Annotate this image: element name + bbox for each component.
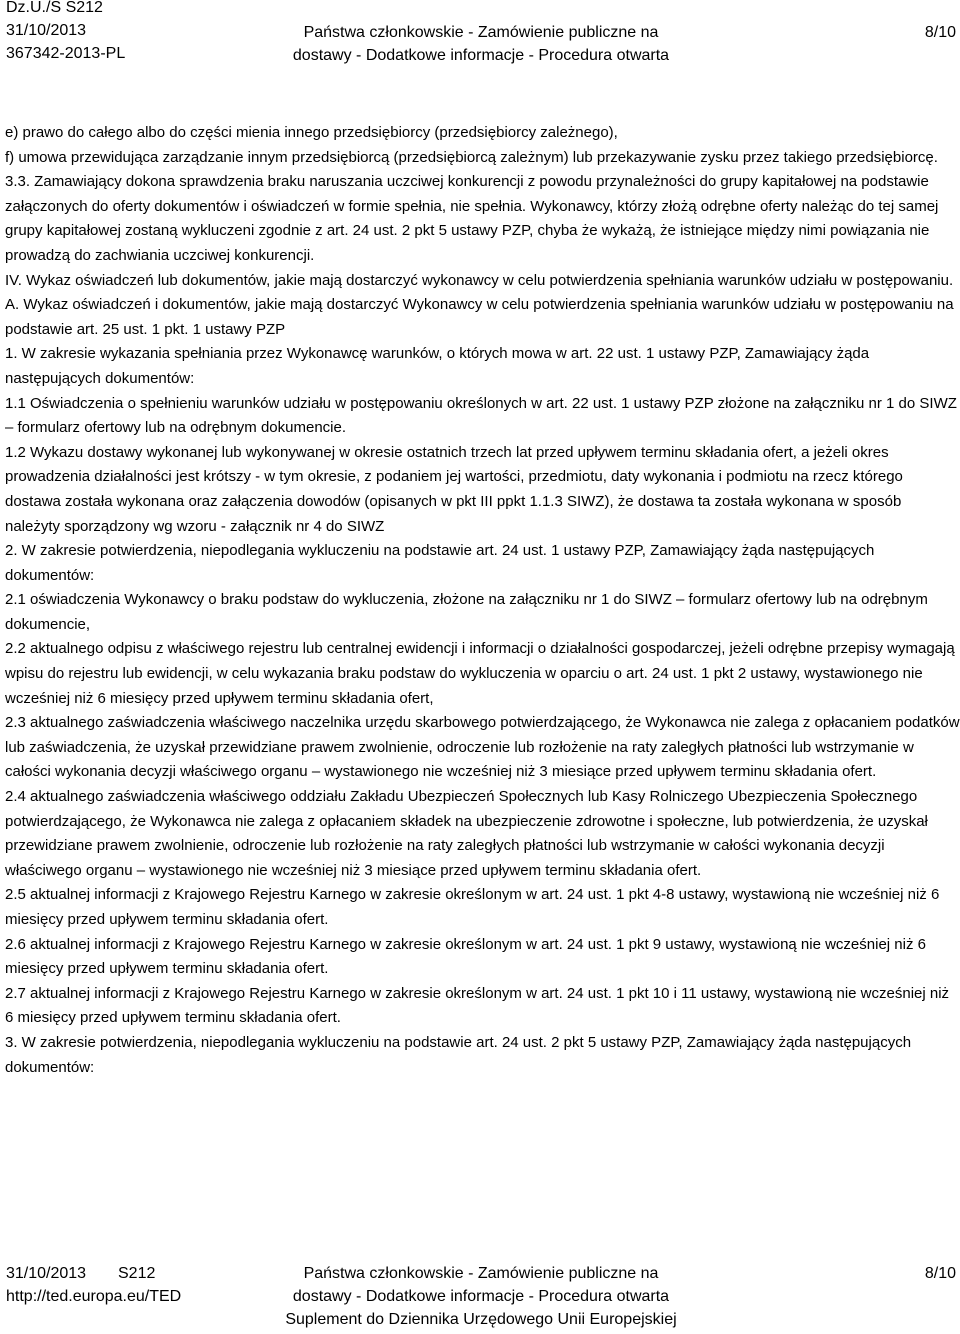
footer-date: 31/10/2013 [6, 1265, 87, 1282]
footer-title-block [6, 1262, 956, 1331]
item-1-2: 1.2 Wykazu dostawy wykonanej lub wykonywanej w okresie ostatnich trzech lat przed upływem terminu składania ofert, a jeżeli okres prowadzenia działalności jest krótszy - w tym okresie, z podaniem jej wartości, przedmiotu, daty wykonania i podmiotu na rzecz którego dostawa została wykonana oraz załączenia dowodów (opisanych w pkt III ppkt 1.1.3 SIWZ), że dostawa ta została wykonana w sposób należyty sporządzony wg wzoru - załącznik nr 4 do SIWZ [5, 443, 903, 535]
header-title-block [6, 21, 956, 67]
footer-page-number: 8/10 [924, 1265, 956, 1282]
item-3: 3. W zakresie potwierdzenia, niepodlegania wykluczeniu na podstawie art. 24 ust. 2 pkt 5 ustawy PZP, Zamawiający żąda następujących dokumentów: [5, 1033, 912, 1076]
item-2-5: 2.5 aktualnej informacji z Krajowego Rejestru Karnego w zakresie określonym w art. 24 ust. 1 pkt 4-8 ustawy, wystawioną nie wcześniej niż 6 miesięcy przed upływem terminu składania ofert. [5, 886, 940, 928]
header-title-line-1: Państwa członkowskie - Zamówienie publiczne na [303, 24, 659, 41]
paragraph-3-3: 3.3. Zamawiający dokona sprawdzenia braku naruszania uczciwej konkurencji z powodu przynależności do grupy kapitałowej na podstawie załączonych do oferty dokumentów i oświadczeń w formie spełnia, nie spełnia. Wykonawcy, którzy złożą odrębne oferty należąc do tej samej grupy kapitałowej zostaną wykluczeni zgodnie z art. 24 ust. 2 pkt 5 ustawy PZP, chyba że wykażą, że istniejące między nimi powiązania nie prowadzą do zachwiania uczciwej konkurencji. [5, 173, 939, 264]
paragraph-f: f) umowa przewidująca zarządzanie innym przedsiębiorcą (przedsiębiorcą zależnym) lub przekazywanie zysku przez takiego przedsiębiorcę. [5, 148, 938, 166]
item-1: 1. W zakresie wykazania spełniania przez Wykonawcę warunków, o których mowa w art. 22 ust. 1 ustawy PZP, Zamawiający żąda następujących dokumentów: [5, 345, 870, 387]
item-2-2: 2.2 aktualnego odpisu z właściwego rejestru lub centralnej ewidencji i informacji o działalności gospodarczej, jeżeli odrębne przepisy wymagają wpisu do rejestru lub ewidencji, w celu wykazania braku podstaw do wykluczenia w oparciu o art. 24 ust. 1 pkt 2 ustawy, wystawionego nie wcześniej niż 6 miesięcy przed upływem terminu składania ofert, [5, 640, 955, 707]
footer-code: S212 [118, 1265, 156, 1282]
header-journal-ref: Dz.U./S S212 [6, 0, 103, 16]
header-notice-id: 367342-2013-PL [6, 45, 126, 62]
item-2: 2. W zakresie potwierdzenia, niepodlegania wykluczeniu na podstawie art. 24 ust. 1 ustawy PZP, Zamawiający żąda następujących dokumentów: [5, 542, 875, 584]
footer-title-line-2: dostawy - Dodatkowe informacje - Procedura otwarta [292, 1288, 670, 1305]
paragraph-e: e) prawo do całego albo do części mienia innego przedsiębiorcy (przedsiębiorcy zależnego), [5, 124, 618, 141]
footer-url: http://ted.europa.eu/TED [6, 1288, 182, 1305]
footer-title-line-1: Państwa członkowskie - Zamówienie publiczne na [303, 1265, 659, 1282]
section-a-heading: A. Wykaz oświadczeń i dokumentów, jakie mają dostarczyć Wykonawcy w celu potwierdzenia spełniania warunków udziału w postępowaniu na podstawie art. 25 ust. 1 pkt. 1 ustawy PZP [5, 296, 954, 338]
header-date: 31/10/2013 [6, 22, 87, 39]
footer-supplement-title: Suplement do Dziennika Urzędowego Unii Europejskiej [285, 1311, 677, 1328]
item-2-3: 2.3 aktualnego zaświadczenia właściwego naczelnika urzędu skarbowego potwierdzającego, że Wykonawca nie zalega z opłacaniem podatków lub zaświadczenia, że uzyskał przewidziane prawem zwolnienie, odroczenie lub rozłożenie na raty zaległych płatności lub wstrzymanie w całości wykonania decyzji właściwego organu – wystawionego nie wcześniej niż 3 miesiące przed upływem terminu składania ofert. [5, 714, 960, 781]
item-2-6: 2.6 aktualnej informacji z Krajowego Rejestru Karnego w zakresie określonym w art. 24 ust. 1 pkt 9 ustawy, wystawioną nie wcześniej niż 6 miesięcy przed upływem terminu składania ofert. [5, 935, 926, 978]
page-header [6, 0, 956, 70]
item-2-7: 2.7 aktualnej informacji z Krajowego Rejestru Karnego w zakresie określonym w art. 24 ust. 1 pkt 10 i 11 ustawy, wystawioną nie wcześniej niż 6 miesięcy przed upływem terminu składania ofert. [5, 984, 950, 1027]
header-title-line-2: dostawy - Dodatkowe informacje - Procedura otwarta [292, 47, 670, 64]
header-page-number: 8/10 [924, 24, 956, 41]
item-2-1: 2.1 oświadczenia Wykonawcy o braku podstaw do wykluczenia, złożone na załączniku nr 1 do SIWZ – formularz ofertowy lub na odrębnym dokumencie, [5, 591, 928, 633]
page-footer [6, 1262, 956, 1332]
section-iv-heading: IV. Wykaz oświadczeń lub dokumentów, jakie mają dostarczyć wykonawcy w celu potwierdzenia spełniania warunków udziału w postępowaniu. [5, 271, 954, 289]
item-2-4: 2.4 aktualnego zaświadczenia właściwego oddziału Zakładu Ubezpieczeń Społecznych lub Kasy Rolniczego Ubezpieczenia Społecznego potwierdzającego, że Wykonawca nie zalega z opłacaniem składek na ubezpieczenie zdrowotne i społeczne, lub potwierdzenia, że uzyskał przewidziane prawem zwolnienie, odroczenie lub rozłożenie na raty zaległych płatności lub wstrzymanie w całości wykonania decyzji właściwego organu – wystawionego nie wcześniej niż 3 miesiące przed upływem terminu składania ofert. [5, 788, 928, 879]
document-body [5, 121, 960, 1080]
item-1-1: 1.1 Oświadczenia o spełnieniu warunków udziału w postępowaniu określonych w art. 22 ust. 1 ustawy PZP złożone na załączniku nr 1 do SIWZ – formularz ofertowy lub na odrębnym dokumencie. [5, 394, 957, 437]
